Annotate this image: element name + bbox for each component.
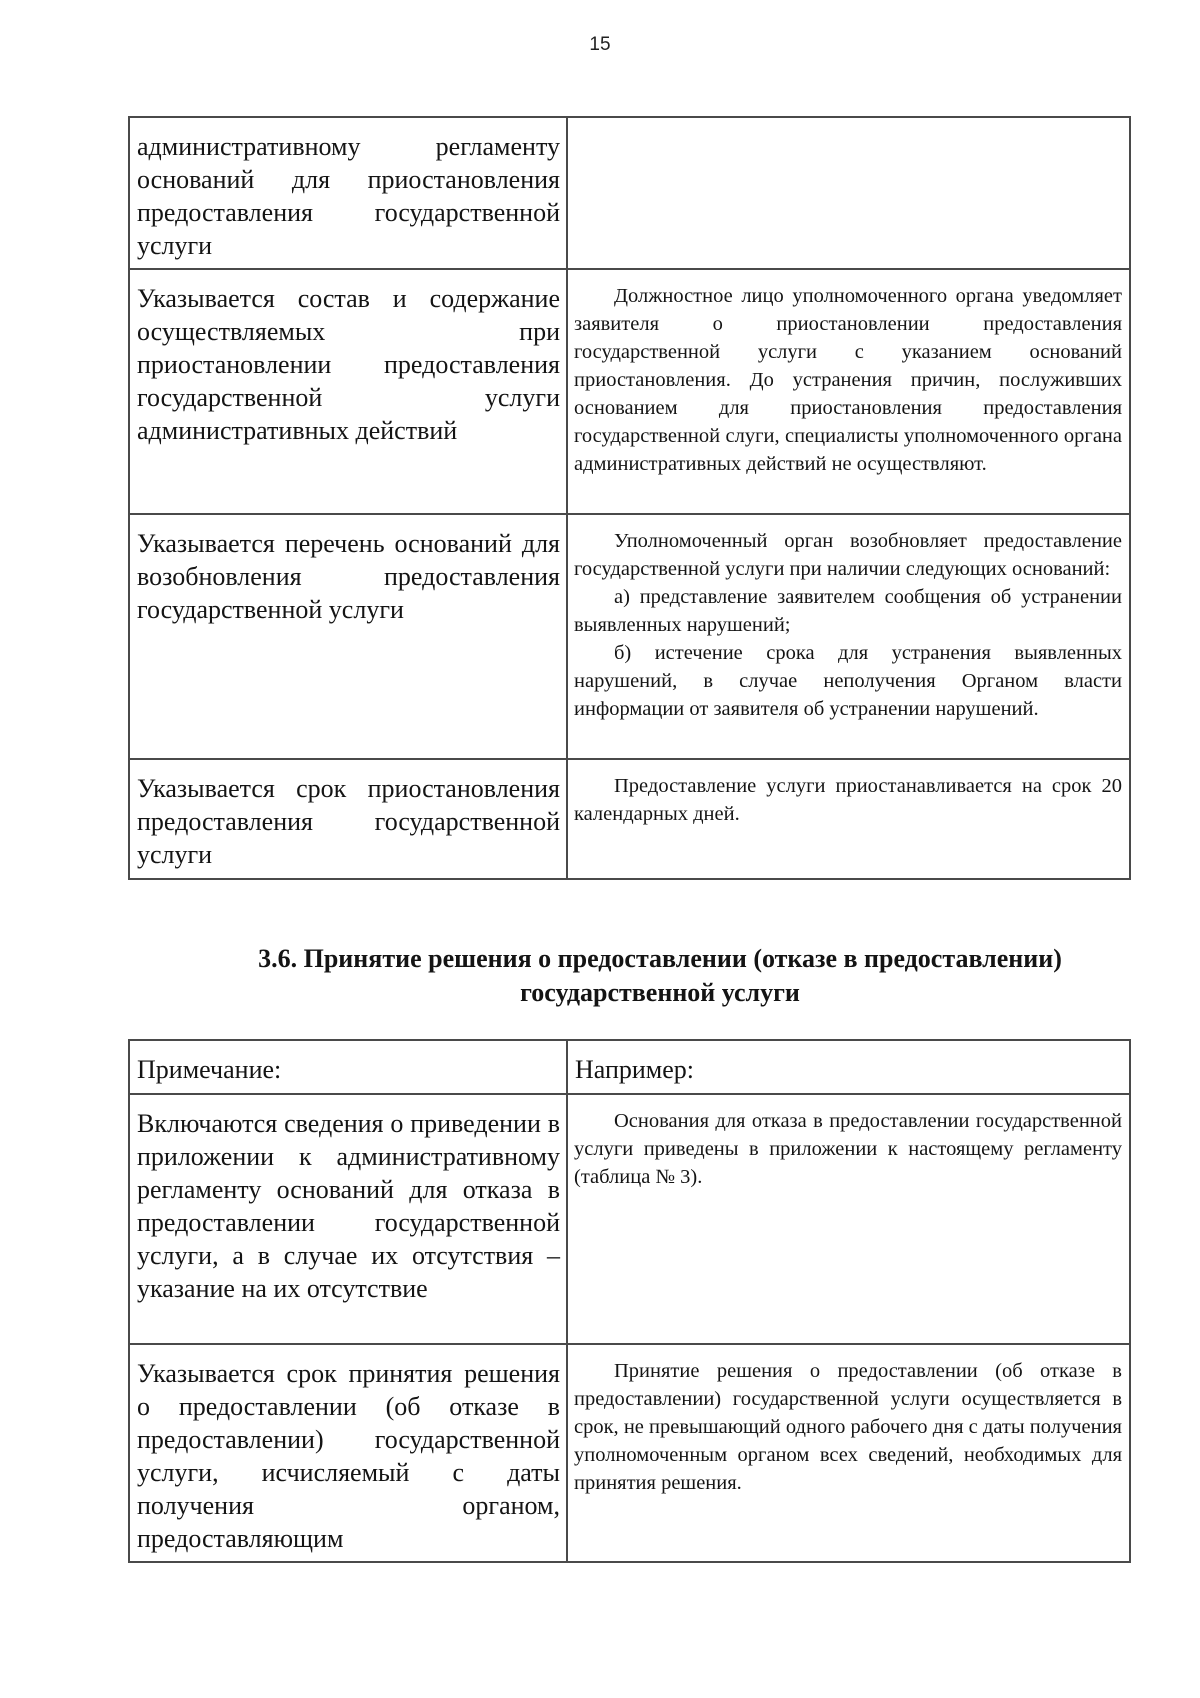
table-cell-example [567, 269, 1130, 514]
cell-text: Указывается срок приостановления предоставления государственной услуги [137, 774, 560, 869]
regulation-table-suspension [128, 116, 1131, 880]
table-cell-example [567, 1344, 1130, 1562]
table-cell-description [129, 1094, 567, 1344]
table-row [129, 1344, 1130, 1562]
table-cell-description [129, 269, 567, 514]
table-row [129, 1094, 1130, 1344]
table-header-example [567, 1040, 1130, 1094]
cell-paragraph: Должностное лицо уполномоченного органа уведомляет заявителя о приостановлении предоставления государственной услуги с указанием оснований приостановления. До устранения причин, послуживших основанием для приостановления предоставления государственной слуги, специалисты уполномоченного органа административных действий не осуществляют. [574, 285, 1122, 475]
cell-paragraph: б) истечение срока для устранения выявленных нарушений, в случае неполучения Органом власти информации от заявителя об устранении нарушений. [574, 642, 1122, 720]
table-cell-description [129, 759, 567, 879]
cell-paragraph: Принятие решения о предоставлении (об отказе в предоставлении) государственной услуги осуществляется в срок, не превышающий одного рабочего дня с даты получения уполномоченным органом всех сведений, необходимых для принятия решения. [574, 1360, 1122, 1494]
table-cell-description [129, 117, 567, 269]
section-heading-line: 3.6. Принятие решения о предоставлении (отказе в предоставлении) [258, 944, 1062, 973]
cell-paragraph: Уполномоченный орган возобновляет предоставление государственной услуги при наличии следующих оснований: [574, 530, 1122, 580]
cell-paragraph: а) представление заявителем сообщения об устранении выявленных нарушений; [574, 586, 1122, 636]
cell-text: Указывается перечень оснований для возобновления предоставления государственной услуги [137, 529, 560, 624]
table-cell-example [567, 514, 1130, 759]
section-heading-3-6 [160, 942, 1160, 1010]
table-row [129, 759, 1130, 879]
cell-paragraph: Основания для отказа в предоставлении государственной услуги приведены в приложении к настоящему регламенту (таблица № 3). [574, 1110, 1122, 1188]
cell-text: Указывается состав и содержание осуществляемых при приостановлении предоставления государственной услуги административных действий [137, 284, 560, 445]
table-row [129, 269, 1130, 514]
regulation-table-decision [128, 1039, 1131, 1563]
cell-text: Включаются сведения о приведении в приложении к административному регламенту оснований для отказа в предоставлении государственной услуги, а в случае их отсутствия – указание на их отсутствие [137, 1109, 560, 1303]
table-header-row [129, 1040, 1130, 1094]
table-row [129, 514, 1130, 759]
table-cell-example [567, 759, 1130, 879]
section-heading-line: государственной услуги [520, 978, 800, 1007]
table-cell-example [567, 1094, 1130, 1344]
cell-text: Например: [575, 1055, 695, 1084]
cell-paragraph: Предоставление услуги приостанавливается на срок 20 календарных дней. [574, 775, 1122, 825]
cell-text: административному регламенту оснований для приостановления предоставления государственной услуги [137, 132, 560, 260]
table-cell-description [129, 514, 567, 759]
table-cell-example [567, 117, 1130, 269]
table-row [129, 117, 1130, 269]
table-cell-description [129, 1344, 567, 1562]
table-header-note [129, 1040, 567, 1094]
cell-text: Указывается срок принятия решения о предоставлении (об отказе в предоставлении) государственной услуги, исчисляемый с даты получения органом, предоставляющим [137, 1359, 560, 1553]
cell-text: Примечание: [137, 1055, 282, 1084]
page-number: 15 [589, 34, 611, 55]
